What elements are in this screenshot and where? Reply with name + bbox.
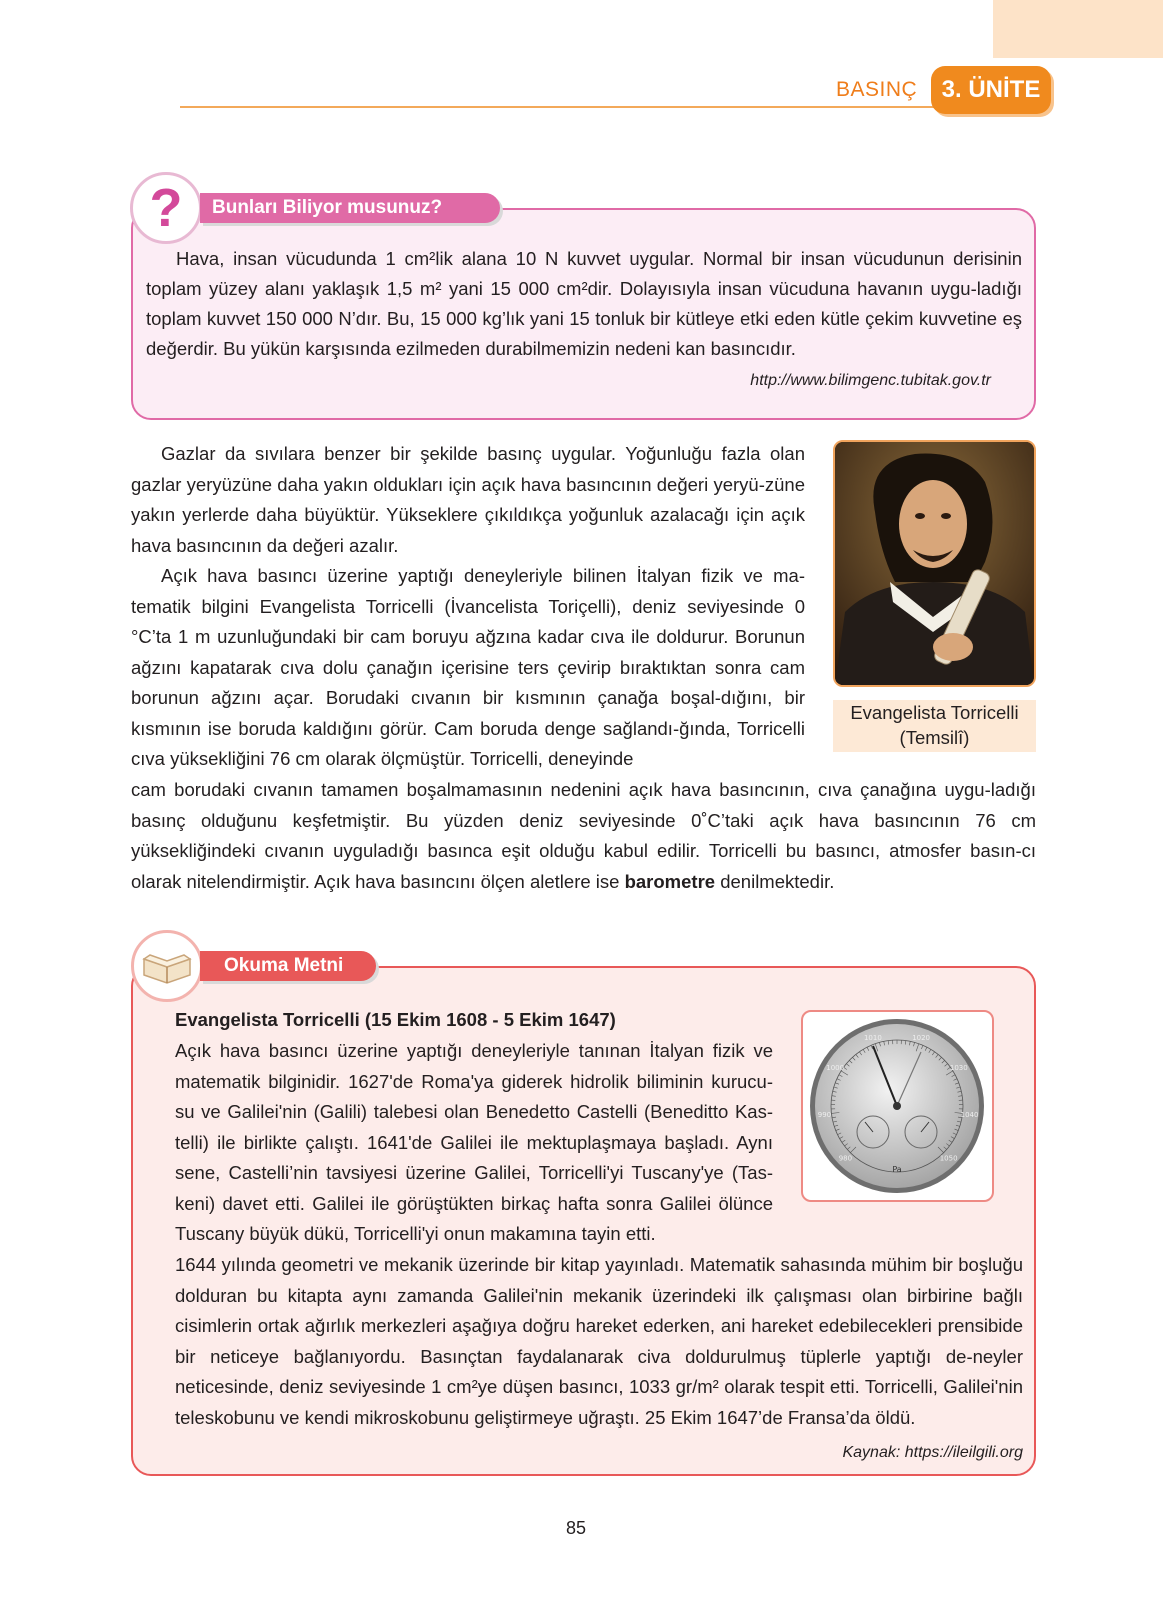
reading-box-title: Evangelista Torricelli (15 Ekim 1608 - 5 Ekim 1647): [175, 1009, 616, 1030]
barometer-tick-label: 1020: [912, 1034, 931, 1043]
body-paragraph-3-end: denilmektedir.: [720, 870, 835, 892]
header-rule: [180, 106, 1050, 108]
body-paragraph-3: [131, 775, 1036, 897]
barometer-unit: Pa: [892, 1165, 902, 1174]
info-box-label: Bunları Biliyor musunuz?: [200, 193, 500, 223]
info-box-paragraph: Hava, insan vücudunda 1 cm²lik alana 10 N kuvvet uygular. Normal bir insan vücudunun derisinin toplam yüzey alanı yaklaşık 1,5 m² yani 15 000 cm²dir. Dolayısıyla insan vücuduna havanın uygu-ladığı toplam kuvvet 150 000 N’dır. Bu, 15 000 kg’lık yani 15 tonluk bir kütleye etki eden kütle çekim kuvvetine eş değerdir. Bu yükün karşısında ezilmeden durabilmemizin nedeni kan basıncıdır.: [146, 248, 1022, 359]
barometer-image: [801, 1010, 994, 1202]
page-number: 85: [566, 1518, 587, 1538]
body-paragraph-3-text: cam borudaki cıvanın tamamen boşalmamasının nedenini açık hava basıncının, cıva çanağına uygu-ladığı basınç olduğunu keşfetmiştir. Bu yüzden deniz seviyesinde 0˚C’taki açık hava basıncının 76 cm yüksekliğindeki cıvanın uyguladığı basınca eşit olduğu kabul edilir. Torricelli bu basıncı, atmosfer basın-cı olarak nitelendirmiştir. Açık hava basıncını ölçen aletlere ise: [131, 779, 1036, 892]
body-paragraph-2: Açık hava basıncı üzerine yaptığı deneyleriyle bilinen İtalyan fizik ve ma-tematik bilgini Evangelista Torricelli (İvancelista Toriçelli), deniz seviyesinde 0 °C’ta 1 m uzunluğundaki bir cam boruyu ağzına kadar cıva ile doldurur. Borunun ağzını kapatarak cıva dolu çanağın içerisine ters çevirip bıraktıktan sonra cam borunun ağzını açar. Borudaki cıvanın bir kısmının çanağa boşal-dığını, bir kısmının ise boruda kaldığını görür. Cam boruda denge sağlandı-ğında, Torricelli cıva yüksekliğini 76 cm olarak ölçmüştür. Torricelli, deneyinde: [131, 565, 805, 769]
barometer-tick-label: 1010: [863, 1034, 882, 1043]
reading-box-source: Kaynak: https://ileilgili.org: [842, 1444, 1023, 1461]
portrait-caption-name: Evangelista Torricelli: [850, 702, 1019, 723]
reading-paragraph-2: 1644 yılında geometri ve mekanik üzerinde bir kitap yayınladı. Matematik sahasında mühim bir boşluğu dolduran bu kitapta aynı zamanda Galilei'nin mekanik üzerindeki ilk çalışması olan birbirine bağlı cisimlerin ortak ağırlık merkezleri aşağıya doğru hareket ederken, ani hareket edebilecekleri prensibide bir neticeye bağlanıyordu. Basınçtan faydalanarak civa doldurulmuş tüplerle yaptığı de-neyler neticesinde, deniz seviyesinde 1 cm²ye düşen basıncı, 1033 gr/m² olarak tespit etti. Torricelli, Galilei'nin teleskobunu ve kendi mikroskobunu geliştirmeye uğraştı. 25 Ekim 1647’de Fransa’da öldü.: [175, 1254, 1023, 1428]
barometer-tick-label: 1050: [939, 1154, 958, 1163]
unit-badge: 3. ÜNİTE: [931, 66, 1051, 114]
barometer-tick-label: 1000: [826, 1064, 845, 1073]
question-icon: ?: [130, 172, 202, 244]
portrait-illustration: [835, 442, 1034, 685]
torricelli-portrait: [833, 440, 1036, 687]
book-icon: [131, 930, 203, 1002]
reading-box-label: Okuma Metni: [200, 951, 376, 981]
info-box-source: http://www.bilimgenc.tubitak.gov.tr: [750, 372, 991, 389]
portrait-caption: [833, 700, 1036, 752]
body-paragraph-1: Gazlar da sıvılara benzer bir şekilde basınç uygular. Yoğunluğu fazla olan gazlar yeryüzüne daha yakın oldukları için açık hava basıncının değeri yeryü-züne yakın yerlerde daha büyüktür. Yükseklere çıkıldıkça yoğunluk azalacağı için açık hava basıncının da değeri azalır.: [131, 443, 805, 556]
barometer-dial: [803, 1012, 992, 1200]
barometer-tick-label: 1040: [960, 1111, 979, 1120]
barometer-tick-label: 980: [838, 1154, 853, 1163]
reading-paragraph-1: Açık hava basıncı üzerine yaptığı deneyleriyle tanınan İtalyan fizik ve matematik bilginidir. 1627'de Roma'ya giderek hidrolik biliminin kurucu-su ve Galilei'nin (Galili) talebesi olan Benedetto Castelli (Beneditto Kas-telli) ile birlikte çalıştı. 1641'de Galilei ile mektuplaşmaya başladı. Aynı sene, Castelli’nin tavsiyesi üzerine Galilei, Torricelli'yi Tuscany'ye (Tas-keni) davet etti. Galilei ile görüştükten birkaç hafta sonra Galilei ölünce Tuscany büyük dükü, Torricelli'yi onun makamına tayin etti.: [175, 1040, 773, 1244]
barometer-tick-label: 990: [817, 1111, 832, 1120]
portrait-caption-note: (Temsilî): [899, 727, 970, 748]
section-title: BASINÇ: [836, 78, 918, 101]
corner-tab: [993, 0, 1163, 58]
barometer-tick-label: 1030: [949, 1064, 968, 1073]
barometre-term: barometre: [624, 870, 716, 892]
info-box-text: [146, 244, 1022, 364]
